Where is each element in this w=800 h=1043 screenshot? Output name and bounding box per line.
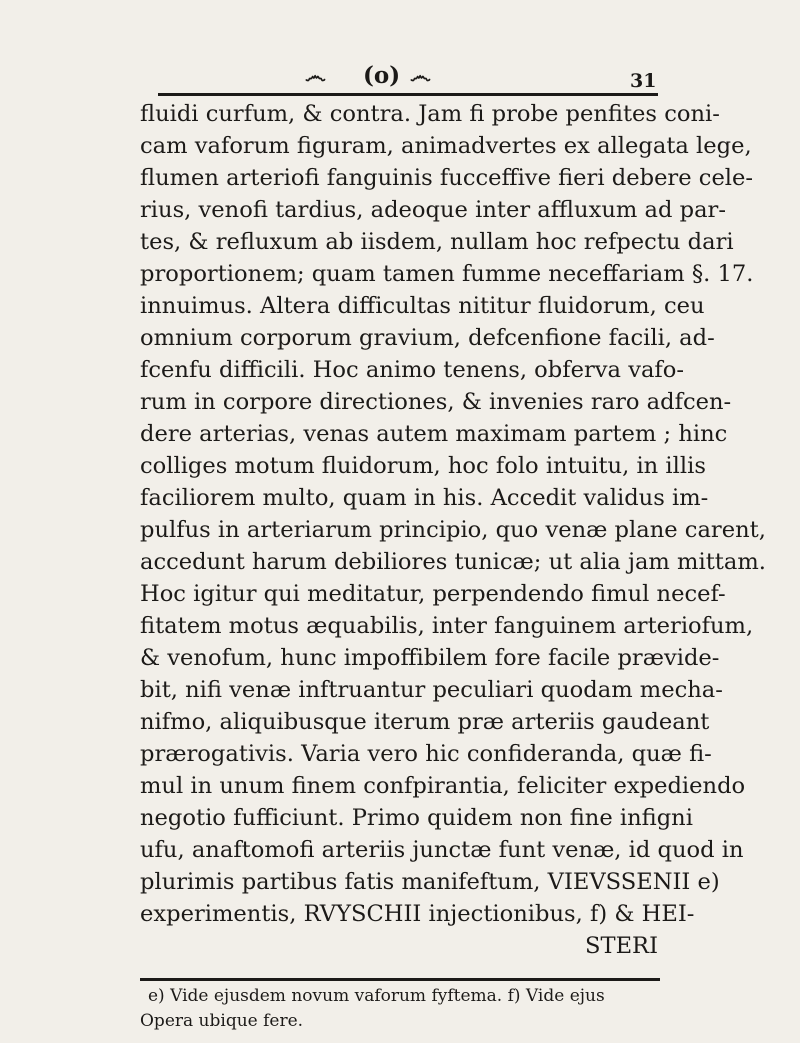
catchword: STERI — [585, 933, 658, 959]
header-ornament-right: ෴ — [410, 64, 430, 89]
page-number: 31 — [630, 70, 657, 92]
text-line: prærogativis. Varia vero hic confideranda, quæ fi- — [140, 741, 712, 767]
text-line: mul in unum finem confpirantia, feliciter expediendo — [140, 773, 746, 799]
footnotes — [140, 984, 660, 1034]
text-line: cam vaforum figuram, animadvertes ex allegata lege, — [140, 133, 752, 159]
text-line: negotio fufficiunt. Primo quidem non fine infigni — [140, 805, 693, 831]
text-line: plurimis partibus fatis manifeftum, VIEVSSENII e) — [140, 869, 720, 895]
text-line: experimentis, RVYSCHII injectionibus, f) & HEI- — [140, 901, 695, 927]
header-rule — [158, 93, 658, 96]
text-line: omnium corporum gravium, defcenfione facili, ad- — [140, 325, 715, 351]
text-line: bit, nifi venæ inftruantur peculiari quodam mecha- — [140, 677, 723, 703]
text-line: Hoc igitur qui meditatur, perpendendo fimul necef- — [140, 581, 726, 607]
text-line: ufu, anaftomofi arteriis junctæ funt venæ, id quod in — [140, 837, 744, 863]
page-header — [0, 60, 800, 94]
text-line: innuimus. Altera difficultas nititur fluidorum, ceu — [140, 293, 705, 319]
footnote-line: Opera ubique fere. — [140, 1011, 304, 1031]
text-line: rius, venofi tardius, adeoque inter affluxum ad par- — [140, 197, 726, 223]
text-line: fcenfu difficili. Hoc animo tenens, obferva vafo- — [140, 357, 685, 383]
body-text — [140, 98, 766, 962]
header-ornament-left: ෴ — [305, 64, 325, 89]
text-line: accedunt harum debiliores tunicæ; ut alia jam mittam. — [140, 549, 766, 575]
text-line: fitatem motus æquabilis, inter fanguinem arteriofum, — [140, 613, 754, 639]
header-running-mark: (o) — [363, 62, 401, 89]
text-line: rum in corpore directiones, & invenies raro adfcen- — [140, 389, 732, 415]
text-line: tes, & refluxum ab iisdem, nullam hoc refpectu dari — [140, 229, 734, 255]
text-line: colliges motum fluidorum, hoc folo intuitu, in illis — [140, 453, 706, 479]
text-line: faciliorem multo, quam in his. Accedit validus im- — [140, 485, 709, 511]
text-line: nifmo, aliquibusque iterum præ arteriis gaudeant — [140, 709, 710, 735]
text-line: pulfus in arteriarum principio, quo venæ plane carent, — [140, 517, 766, 543]
text-line: & venofum, hunc impoffibilem fore facile prævide- — [140, 645, 720, 671]
footnote-line: e) Vide ejusdem novum vaforum fyftema. f) Vide ejus — [148, 986, 605, 1006]
text-line: fluidi curfum, & contra. Jam fi probe penfites coni- — [140, 101, 720, 127]
text-line: dere arterias, venas autem maximam partem ; hinc — [140, 421, 728, 447]
text-line: proportionem; quam tamen fumme neceffariam §. 17. — [140, 261, 754, 287]
footnote-rule — [140, 978, 660, 981]
text-line: flumen arteriofi fanguinis fucceffive fieri debere cele- — [140, 165, 754, 191]
